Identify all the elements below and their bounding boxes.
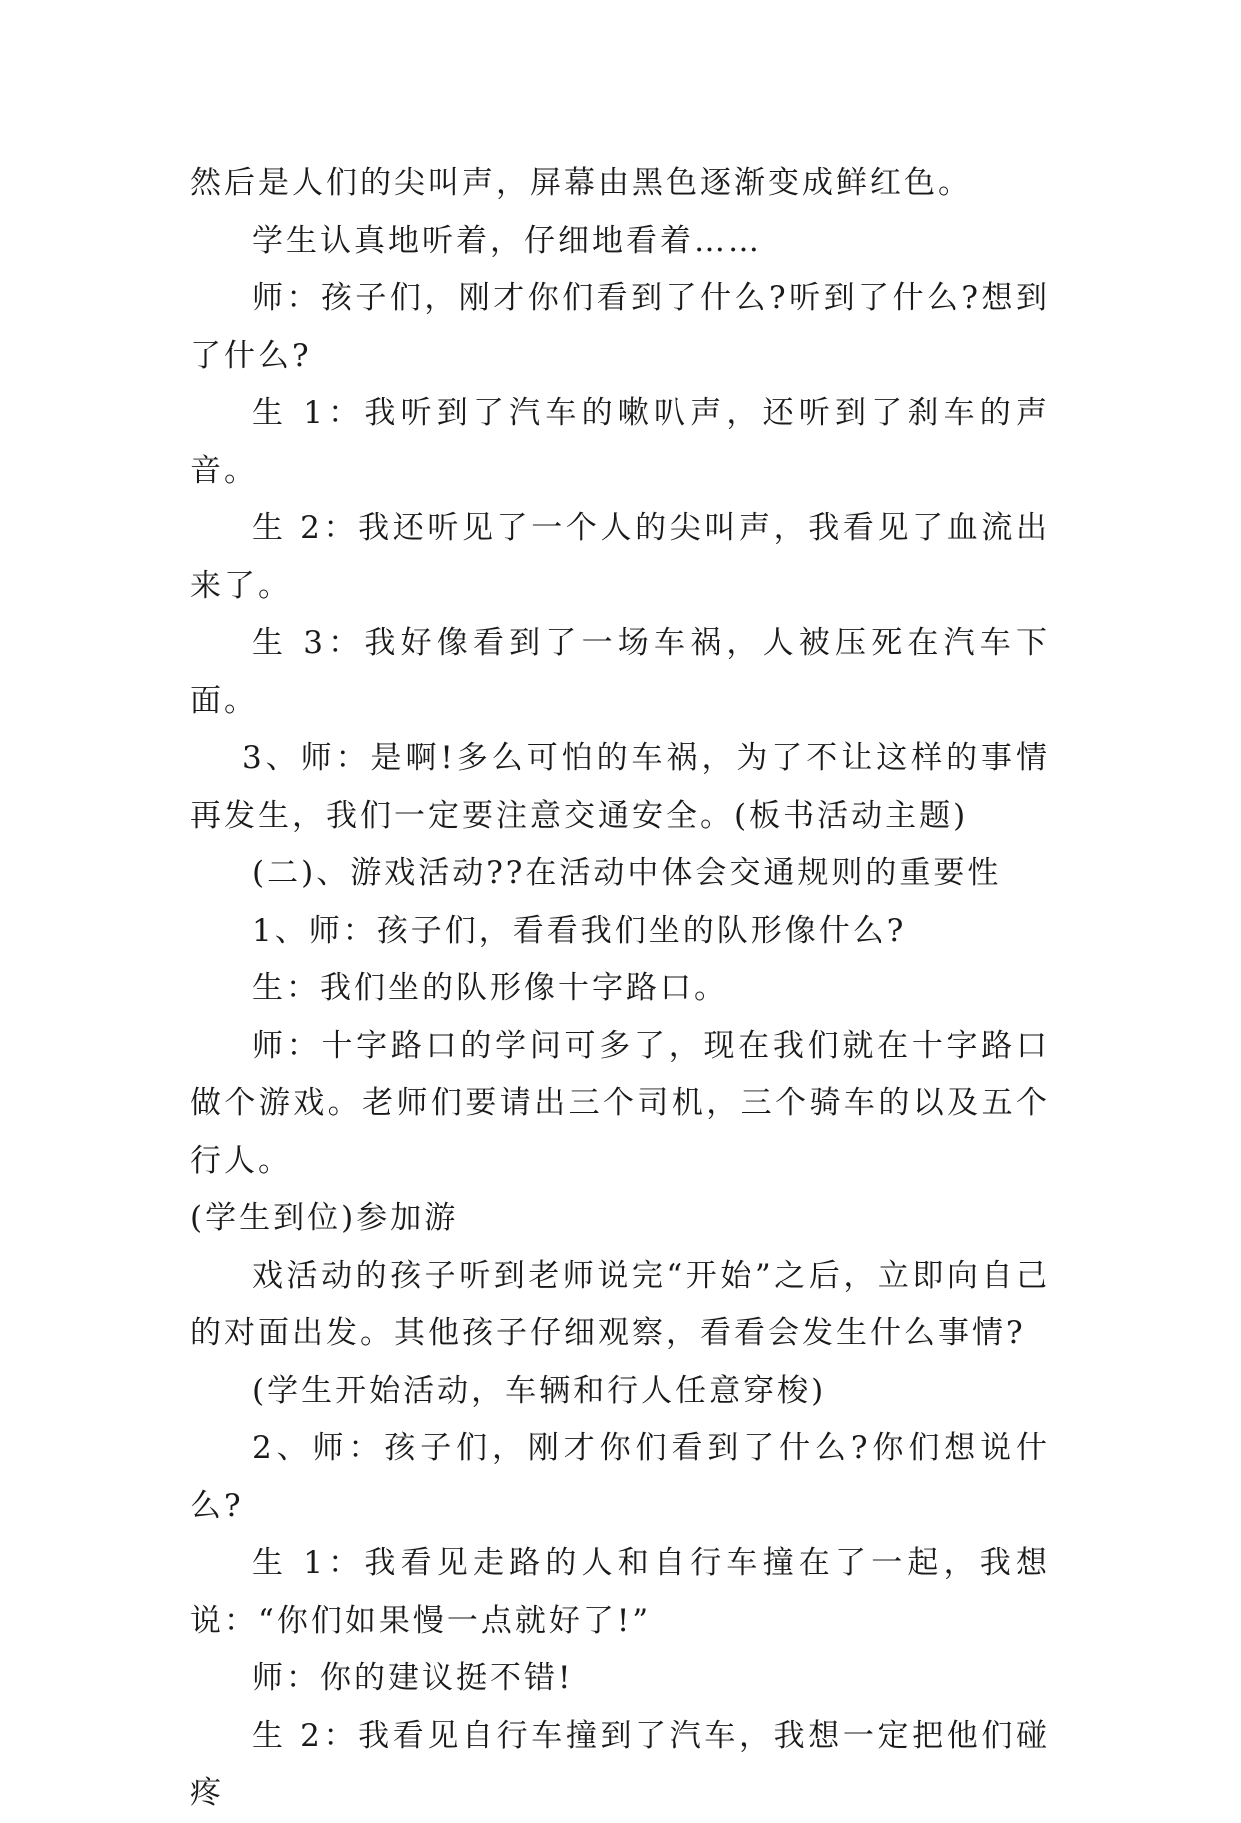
paragraph-13: 戏活动的孩子听到老师说完“开始”之后，立即向自己的对面出发。其他孩子仔细观察，看看会发生什么事情? (190, 1257, 1050, 1351)
paragraph-8: (二)、游戏活动??在活动中体会交通规则的重要性 (252, 855, 1002, 891)
paragraph-2: 学生认真地听着，仔细地看着…… (252, 222, 762, 259)
paragraph-14: (学生开始活动，车辆和行人任意穿梭) (252, 1372, 827, 1409)
paragraph-17: 师：你的建议挺不错! (252, 1660, 574, 1696)
paragraph-11: 师：十字路口的学问可多了，现在我们就在十字路口做个游戏。老师们要请出三个司机，三个骑车的以及五个行人。 (190, 1027, 1050, 1179)
paragraph-6: 生 3：我好像看到了一场车祸，人被压死在汽车下面。 (190, 625, 1050, 719)
paragraph-16: 生 1：我看见走路的人和自行车撞在了一起，我想说：“你们如果慢一点就好了!” (190, 1545, 1050, 1639)
paragraph-18: 生 2：我看见自行车撞到了汽车，我想一定把他们碰疼 (190, 1717, 1050, 1811)
paragraph-12: (学生到位)参加游 (190, 1200, 459, 1236)
paragraph-5: 生 2：我还听见了一个人的尖叫声，我看见了血流出来了。 (190, 510, 1050, 604)
paragraph-15: 2、师：孩子们，刚才你们看到了什么?你们想说什么? (190, 1430, 1050, 1524)
paragraph-7: 3、师：是啊!多么可怕的车祸，为了不让这样的事情再发生，我们一定要注意交通安全。(板书活动主题) (190, 740, 1050, 834)
paragraph-1: 然后是人们的尖叫声，屏幕由黑色逐渐变成鲜红色。 (190, 165, 972, 201)
paragraph-4: 生 1：我听到了汽车的嗽叭声，还听到了刹车的声音。 (190, 395, 1050, 489)
paragraph-9: 1、师：孩子们，看看我们坐的队形像什么? (252, 912, 907, 949)
paragraph-3: 师：孩子们，刚才你们看到了什么?听到了什么?想到了什么? (190, 280, 1050, 374)
paragraph-10: 生：我们坐的队形像十字路口。 (252, 970, 728, 1006)
document-body (190, 155, 1050, 1823)
